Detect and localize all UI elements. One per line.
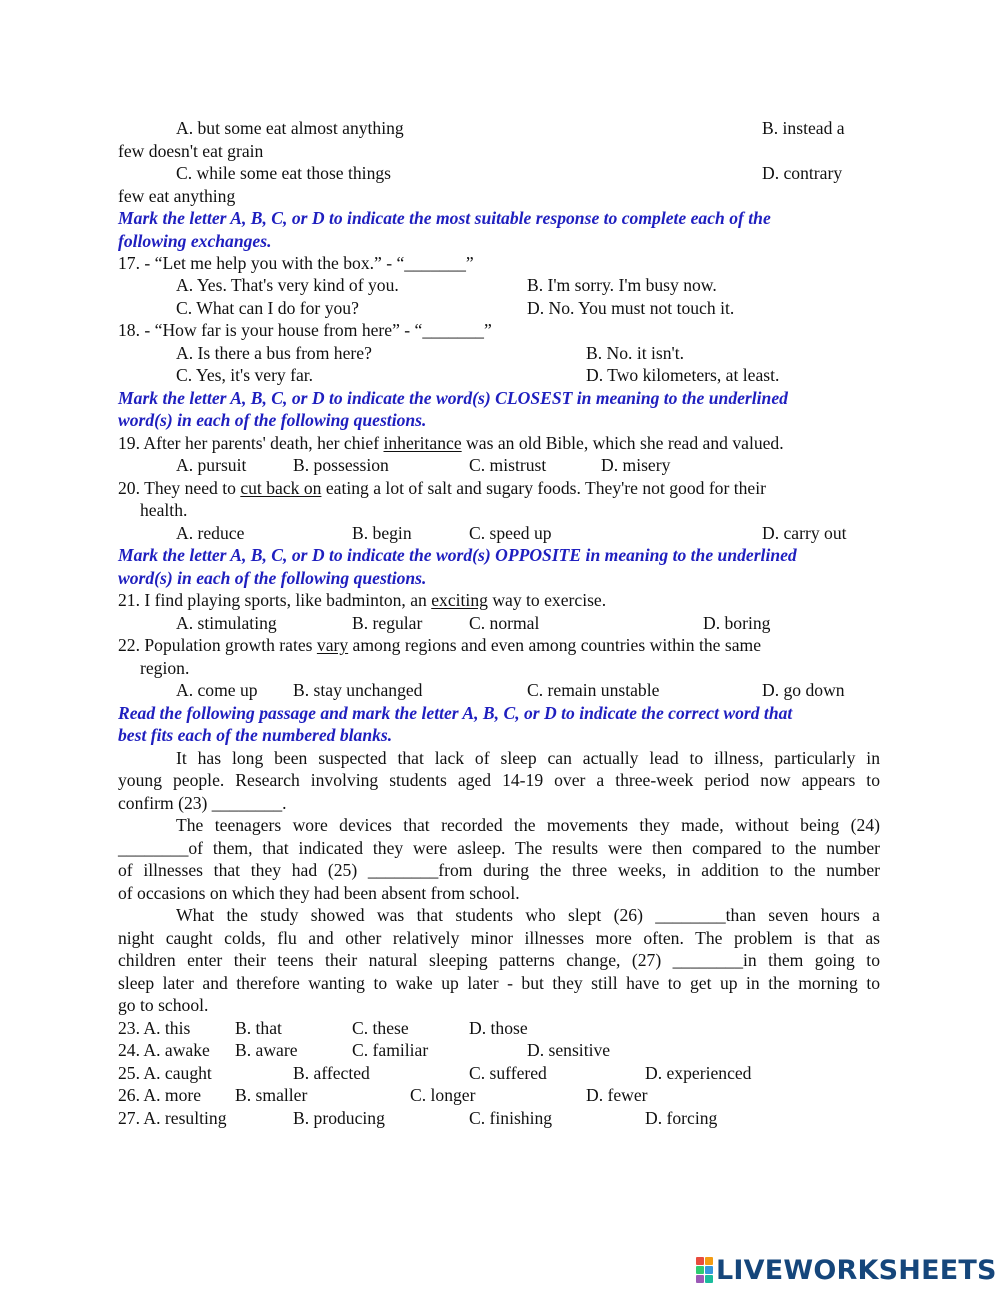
q19-option-b[interactable]: B. possession — [293, 455, 389, 475]
passage-p2-line3: of illnesses that they had (25) ________from during the three weeks, in addition to the number — [118, 860, 880, 880]
q23-option-b[interactable]: B. that — [235, 1018, 282, 1038]
q20-option-a[interactable]: A. reduce — [176, 523, 245, 543]
logo-blocks-icon — [696, 1257, 713, 1283]
section-instruction-opposite-2: word(s) in each of the following questions. — [118, 568, 427, 588]
q21-option-d[interactable]: D. boring — [703, 613, 771, 633]
q20-stem: 20. They need to cut back on eating a lot of salt and sugary foods. They're not good for their — [118, 478, 766, 498]
passage-p3-line4: sleep later and therefore wanting to wake up later - but they still have to get up in the morning to — [118, 973, 880, 993]
q27-option-d[interactable]: D. forcing — [645, 1108, 718, 1128]
q26-option-b[interactable]: B. smaller — [235, 1085, 308, 1105]
passage-p2-line2: ________of them, that indicated they were asleep. The results were then compared to the number — [118, 838, 880, 858]
section-instruction-opposite: Mark the letter A, B, C, or D to indicate the word(s) OPPOSITE in meaning to the underlined — [118, 545, 797, 565]
q17-option-d[interactable]: D. No. You must not touch it. — [527, 298, 735, 318]
q20-underlined-word: cut back on — [240, 478, 322, 498]
q23-option-a[interactable]: 23. A. this — [118, 1018, 191, 1038]
q19-option-d[interactable]: D. misery — [601, 455, 671, 475]
q22-option-b[interactable]: B. stay unchanged — [293, 680, 423, 700]
q21-option-b[interactable]: B. regular — [352, 613, 423, 633]
q24-option-a[interactable]: 24. A. awake — [118, 1040, 210, 1060]
q21-stem: 21. I find playing sports, like badminton, an exciting way to exercise. — [118, 590, 607, 610]
q25-option-d[interactable]: D. experienced — [645, 1063, 752, 1083]
q22-underlined-word: vary — [316, 635, 349, 655]
q27-option-c[interactable]: C. finishing — [469, 1108, 553, 1128]
q16-option-b-cont: few doesn't eat grain — [118, 141, 264, 161]
section-instruction-closest: Mark the letter A, B, C, or D to indicate the word(s) CLOSEST in meaning to the underlined — [118, 388, 788, 408]
q25-option-b[interactable]: B. affected — [293, 1063, 370, 1083]
q18-option-c[interactable]: C. Yes, it's very far. — [176, 365, 314, 385]
q20-option-c[interactable]: C. speed up — [469, 523, 552, 543]
q16-option-d-cont: few eat anything — [118, 186, 236, 206]
q21-option-c[interactable]: C. normal — [469, 613, 540, 633]
passage-p2-line4: of occasions on which they had been absent from school. — [118, 883, 520, 903]
section-instruction-exchanges-2: following exchanges. — [118, 231, 272, 251]
q19-stem: 19. After her parents' death, her chief inheritance was an old Bible, which she read and valued. — [118, 433, 784, 453]
q17-option-a[interactable]: A. Yes. That's very kind of you. — [176, 275, 399, 295]
q20-option-b[interactable]: B. begin — [352, 523, 412, 543]
passage-p1-line1: It has long been suspected that lack of sleep can actually lead to illness, particularly in — [176, 748, 880, 768]
q24-option-d[interactable]: D. sensitive — [527, 1040, 611, 1060]
passage-p1-line2: young people. Research involving students aged 14-19 over a three-week period now appears to — [118, 770, 880, 790]
q24-option-c[interactable]: C. familiar — [352, 1040, 429, 1060]
q26-option-d[interactable]: D. fewer — [586, 1085, 648, 1105]
q26-option-a[interactable]: 26. A. more — [118, 1085, 202, 1105]
passage-p1-line3: confirm (23) ________. — [118, 793, 287, 813]
section-instruction-passage-2: best fits each of the numbered blanks. — [118, 725, 393, 745]
q17-option-b[interactable]: B. I'm sorry. I'm busy now. — [527, 275, 717, 295]
q24-option-b[interactable]: B. aware — [235, 1040, 298, 1060]
q22-option-a[interactable]: A. come up — [176, 680, 258, 700]
q20-option-d[interactable]: D. carry out — [762, 523, 847, 543]
passage-p3-line3: children enter their teens their natural sleeping patterns change, (27) ________in them going to — [118, 950, 880, 970]
logo-text: LIVEWORKSHEETS — [716, 1254, 997, 1286]
q27-option-a[interactable]: 27. A. resulting — [118, 1108, 227, 1128]
q19-underlined-word: inheritance — [383, 433, 462, 453]
passage-p3-line2: night caught colds, flu and other relatively minor illnesses more often. The problem is that as — [118, 928, 880, 948]
passage-p3-line5: go to school. — [118, 995, 209, 1015]
q26-option-c[interactable]: C. longer — [410, 1085, 476, 1105]
q16-option-a[interactable]: A. but some eat almost anything — [176, 118, 404, 138]
q16-option-c[interactable]: C. while some eat those things — [176, 163, 392, 183]
q17-stem: 17. - “Let me help you with the box.” - “_______” — [118, 253, 474, 273]
q25-option-c[interactable]: C. suffered — [469, 1063, 547, 1083]
q23-option-d[interactable]: D. those — [469, 1018, 528, 1038]
passage-p2-line1: The teenagers wore devices that recorded the movements they made, without being (24) — [176, 815, 880, 835]
q22-stem: 22. Population growth rates vary among regions and even among countries within the same — [118, 635, 762, 655]
q18-option-a[interactable]: A. Is there a bus from here? — [176, 343, 372, 363]
q22-option-d[interactable]: D. go down — [762, 680, 845, 700]
section-instruction-passage: Read the following passage and mark the letter A, B, C, or D to indicate the correct word that — [118, 703, 793, 723]
q19-option-c[interactable]: C. mistrust — [469, 455, 547, 475]
q21-option-a[interactable]: A. stimulating — [176, 613, 277, 633]
q19-option-a[interactable]: A. pursuit — [176, 455, 247, 475]
q22-option-c[interactable]: C. remain unstable — [527, 680, 660, 700]
passage-p3-line1: What the study showed was that students who slept (26) ________than seven hours a — [176, 905, 880, 925]
q27-option-b[interactable]: B. producing — [293, 1108, 385, 1128]
q16-option-b[interactable]: B. instead a — [762, 118, 845, 138]
q22-stem-cont: region. — [140, 658, 190, 678]
q25-option-a[interactable]: 25. A. caught — [118, 1063, 212, 1083]
liveworksheets-logo — [696, 1252, 997, 1288]
section-instruction-closest-2: word(s) in each of the following questions. — [118, 410, 427, 430]
q20-stem-cont: health. — [140, 500, 188, 520]
q18-stem: 18. - “How far is your house from here” - “_______” — [118, 320, 492, 340]
q17-option-c[interactable]: C. What can I do for you? — [176, 298, 359, 318]
q23-option-c[interactable]: C. these — [352, 1018, 409, 1038]
q18-option-b[interactable]: B. No. it isn't. — [586, 343, 684, 363]
q18-option-d[interactable]: D. Two kilometers, at least. — [586, 365, 780, 385]
q21-underlined-word: exciting — [431, 590, 488, 610]
q16-option-d[interactable]: D. contrary — [762, 163, 843, 183]
section-instruction-exchanges: Mark the letter A, B, C, or D to indicate the most suitable response to complete each of the — [118, 208, 771, 228]
